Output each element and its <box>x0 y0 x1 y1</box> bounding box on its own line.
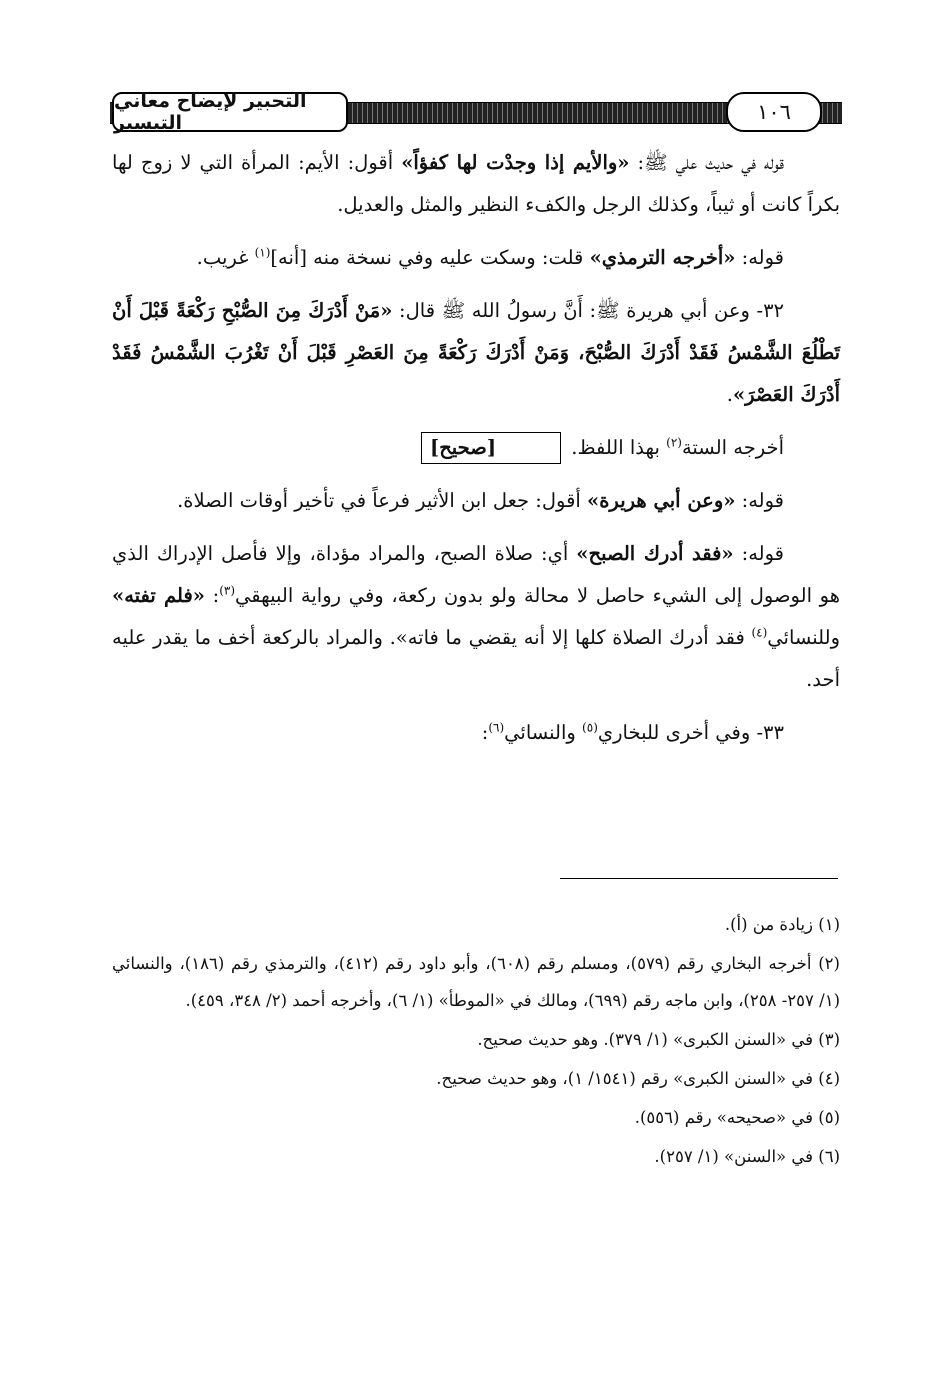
footnote-ref: (٢) <box>666 435 682 450</box>
footnote-6: (٦) في «السنن» (١/ ٢٥٧). <box>654 1147 840 1166</box>
text: قوله: <box>733 542 784 565</box>
paragraph-2 <box>112 237 840 279</box>
paragraph-6 <box>112 533 840 701</box>
page-number: ١٠٦ <box>726 92 822 132</box>
text: قوله في حديث علي ﷺ: <box>629 151 784 174</box>
footnote-4: (٤) في «السنن الكبرى» رقم (١٥٤١/ ١)، وهو حديث صحيح. <box>436 1069 840 1088</box>
paragraph-1 <box>112 142 840 226</box>
footnote-ref: (٣) <box>219 583 236 598</box>
text: وللنسائي <box>767 626 840 649</box>
book-title: التحبير لإيضاح معاني التيسير <box>112 92 348 132</box>
running-header <box>110 90 842 134</box>
paragraph-4 <box>112 427 840 469</box>
quote: «فقد أدرك الصبح» <box>576 542 734 565</box>
text: : <box>481 721 489 744</box>
text: : <box>205 584 220 607</box>
text: أخرجه الستة <box>681 436 784 459</box>
footnote-2: (٢) أخرجه البخاري رقم (٥٧٩)، ومسلم رقم (٦٠٨)، وأبو داود رقم (٤١٢)، والترمذي رقم (١٨٦)، والنسائي (١/ ٢٥٧- ٢٥٨)، وابن ماجه رقم (٦٩٩)، ومالك في «الموطأ» (١/ ٦)، وأخرجه أحمد (٢/ ٣٤٨، ٤٥٩). <box>112 954 840 1010</box>
quote: «فلم تفته» <box>112 584 205 607</box>
text: فقد أدرك الصلاة كلها إلا أنه يقضي ما فاته». والمراد بالركعة أخف ما يقدر عليه أحد. <box>112 626 840 691</box>
text: قوله: <box>735 489 784 512</box>
text: ٣٢- وعن أبي هريرة ﷺ: أَنَّ رسولُ الله ﷺ قال: <box>392 299 785 322</box>
text: والنسائي <box>504 721 583 744</box>
hadith-32 <box>112 290 840 416</box>
footnotes <box>112 906 840 1177</box>
footnote-3: (٣) في «السنن الكبرى» (١/ ٣٧٩). وهو حديث صحيح. <box>477 1030 840 1049</box>
footnote-separator <box>560 878 838 879</box>
footnote-ref: (٤) <box>751 625 768 640</box>
quote: «وعن أبي هريرة» <box>587 489 736 512</box>
quote: «والأيم إذا وجدْت لها كفؤاً» <box>401 151 630 174</box>
text: . <box>726 383 733 406</box>
main-text <box>112 142 840 765</box>
footnote-ref: (٦) <box>488 720 505 735</box>
hadith-text: «مَنْ أَدْرَكَ مِنَ الصُّبْحِ رَكْعَةً قَبْلَ أَنْ تَطْلُعَ الشَّمْسُ فَقَدْ أَدْرَكَ الصُّبْحَ، وَمَنْ أَدْرَكَ رَكْعَةً مِنَ العَصْرِ قَبْلَ أَنْ تَغْرُبَ الشَّمْسُ فَقَدْ أَدْرَكَ العَصْرَ» <box>112 299 840 406</box>
footnote-1: (١) زيادة من (أ). <box>724 915 840 934</box>
text: أي: صلاة الصبح، والمراد مؤداة، وإلا فأصل الإدراك الذي هو الوصول إلى الشيء حاصل لا محالة ولو بدون ركعة، وفي رواية البيهقي <box>112 542 840 607</box>
text: أقول: الأيم: المرأة التي لا زوج لها بكراً كانت أو ثيباً، وكذلك الرجل والكفء النظير والمثل والعديل. <box>112 151 840 216</box>
hadith-33 <box>112 712 840 754</box>
quote: «أخرجه الترمذي» <box>589 246 736 269</box>
footnote-ref: (٥) <box>582 720 598 735</box>
footnote-ref: (١) <box>254 245 271 260</box>
text: أقول: جعل ابن الأثير فرعاً في تأخير أوقات الصلاة. <box>177 489 588 512</box>
footnote-5: (٥) في «صحيحه» رقم (٥٥٦). <box>634 1108 840 1127</box>
grade-label: [صحيح] <box>421 432 561 464</box>
text: ٣٣- وفي أخرى للبخاري <box>597 721 784 744</box>
text: بهذا اللفظ. <box>565 436 667 459</box>
text: قوله: <box>735 246 784 269</box>
text: غريب. <box>196 246 255 269</box>
text: قلت: وسكت عليه وفي نسخة منه [أنه] <box>270 246 590 269</box>
paragraph-5 <box>112 480 840 522</box>
